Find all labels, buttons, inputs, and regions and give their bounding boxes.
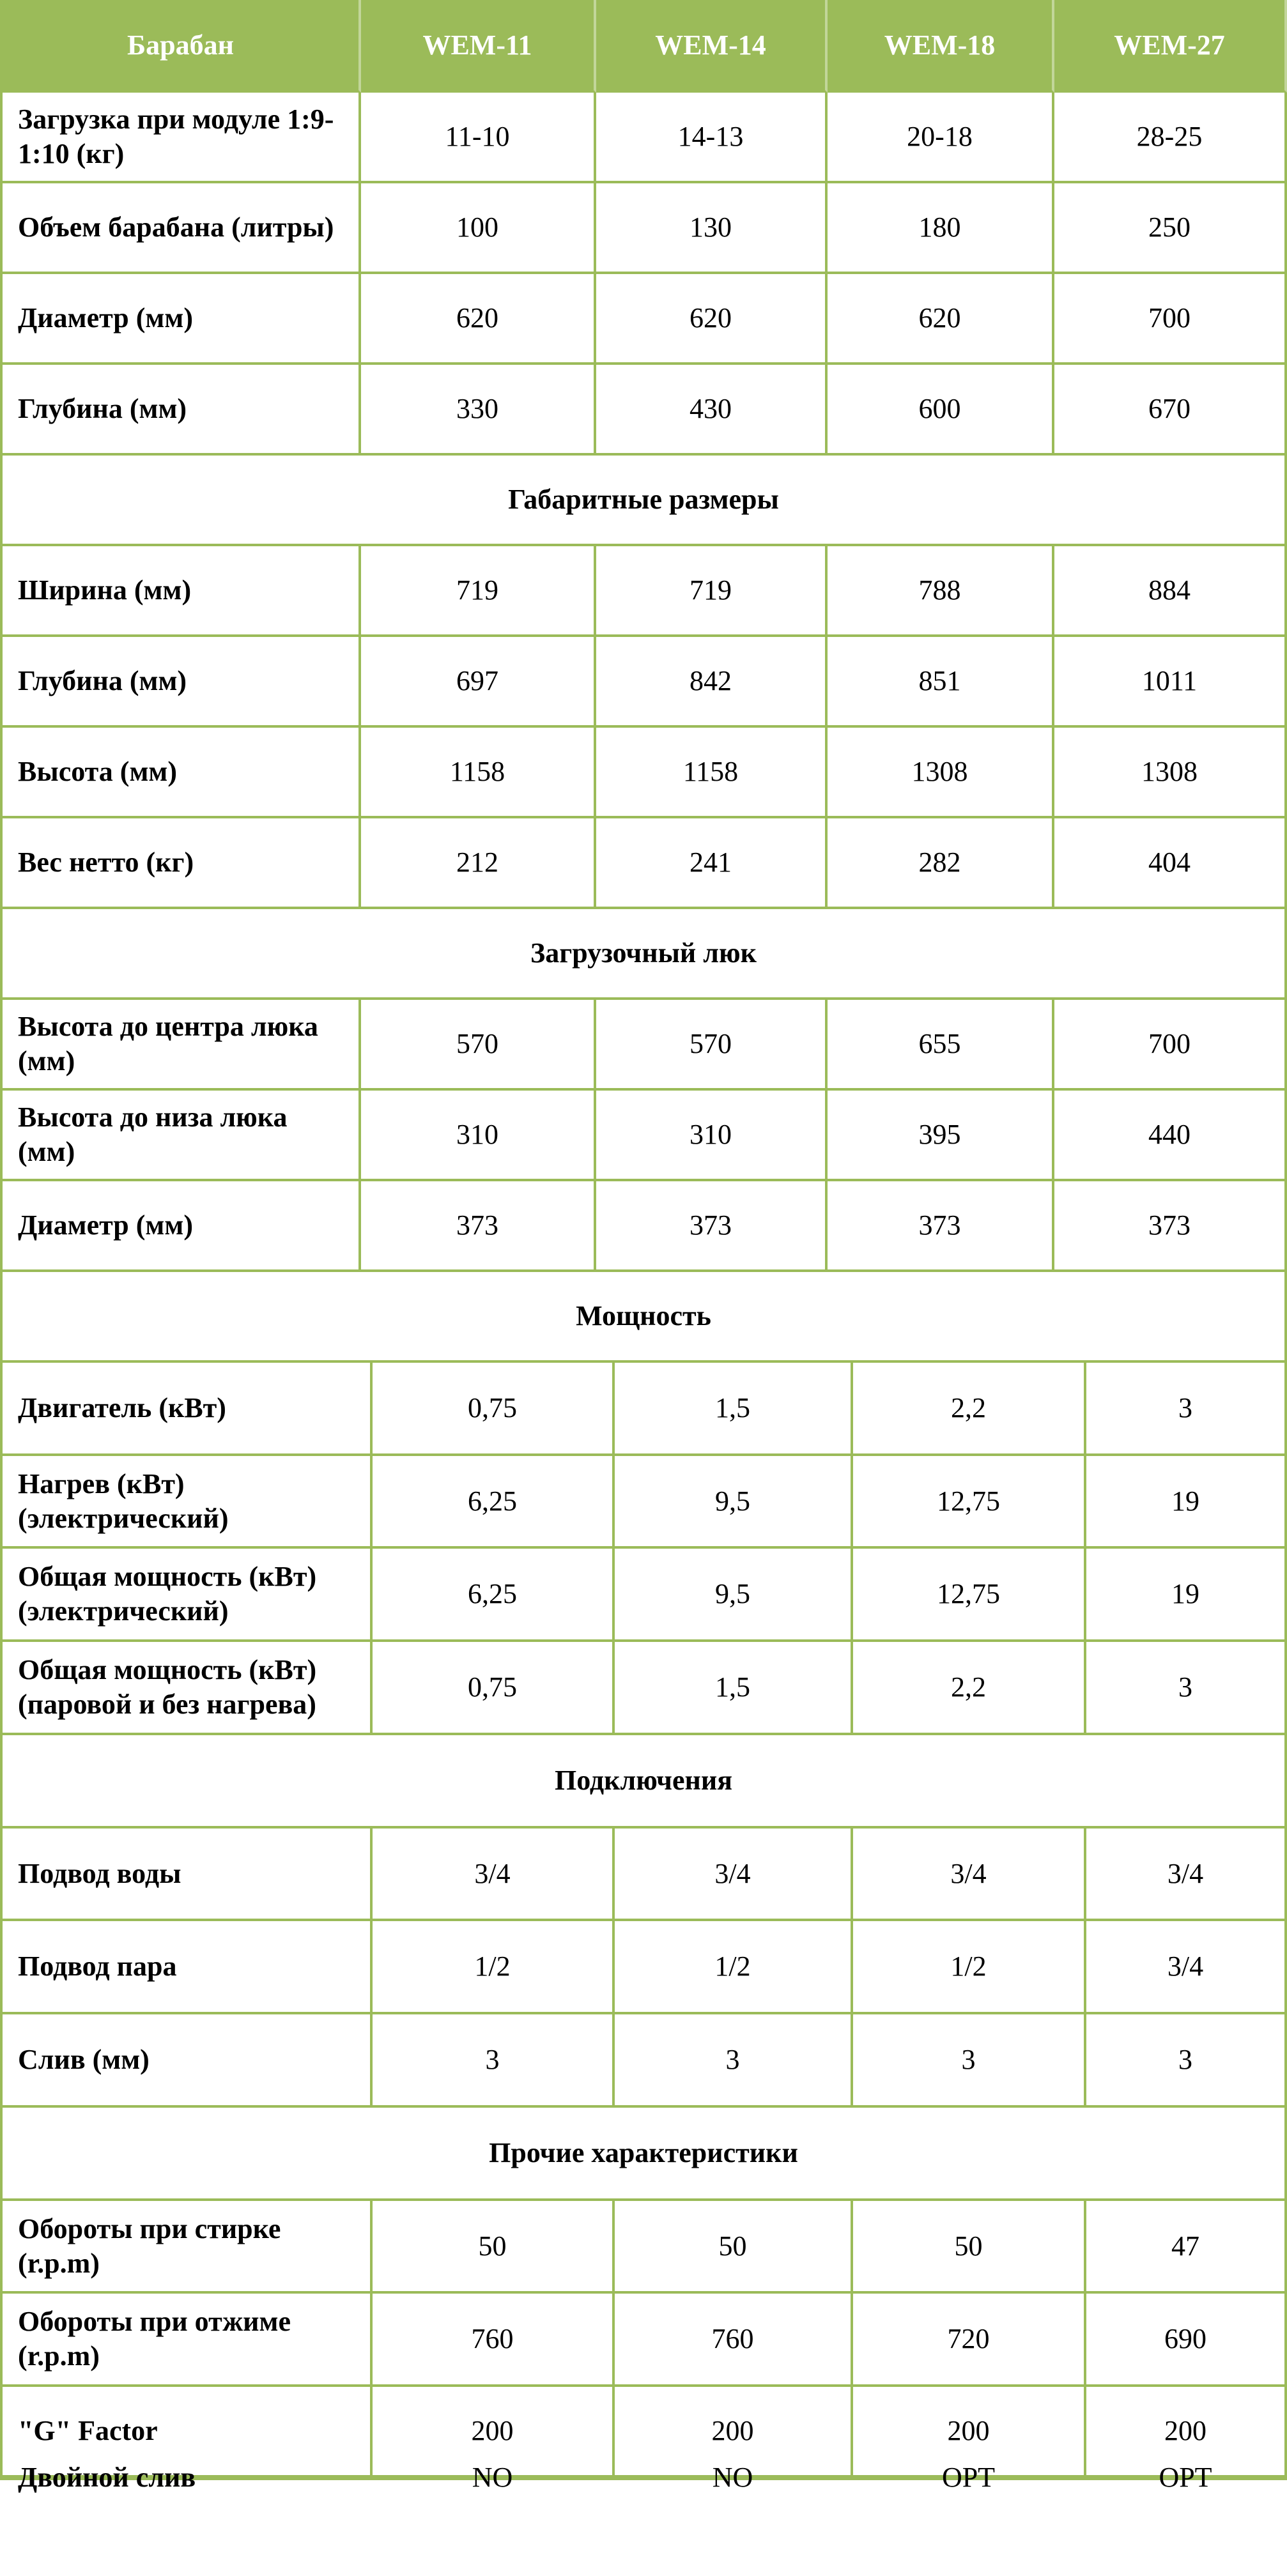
- table-header-row: [0, 0, 1287, 93]
- value-cell: 570: [361, 1000, 596, 1091]
- value-cell: 697: [361, 637, 596, 728]
- value-cell: 1011: [1054, 637, 1287, 728]
- table-row: [0, 1642, 1287, 1735]
- row-label: Слив (мм): [0, 2014, 373, 2108]
- value-cell: 50: [853, 2201, 1086, 2294]
- value-cell: 19: [1086, 1456, 1287, 1549]
- value-cell: 842: [596, 637, 828, 728]
- value-cell: 373: [361, 1181, 596, 1272]
- value-cell: 3/4: [853, 1828, 1086, 1921]
- section-title: Подключения: [0, 1735, 1287, 1828]
- row-label: "G" Factor: [0, 2387, 373, 2478]
- section-title: Габаритные размеры: [0, 456, 1287, 546]
- value-cell: 180: [828, 183, 1054, 274]
- header-cell-model: WEM-18: [828, 0, 1054, 93]
- value-cell: 310: [596, 1091, 828, 1181]
- row-label: Двигатель (кВт): [0, 1363, 373, 1456]
- value-cell: 200: [1086, 2387, 1287, 2478]
- value-cell: 851: [828, 637, 1054, 728]
- value-cell: 760: [615, 2294, 853, 2387]
- row-label: Ширина (мм): [0, 546, 361, 637]
- row-label: Подвод пара: [0, 1921, 373, 2014]
- row-label: Диаметр (мм): [0, 1181, 361, 1272]
- value-cell: 3: [1086, 1642, 1287, 1735]
- value-cell: 1/2: [853, 1921, 1086, 2014]
- row-label: Обороты при отжиме (r.p.m): [0, 2294, 373, 2387]
- value-cell: 1158: [361, 728, 596, 818]
- value-cell: 47: [1086, 2201, 1287, 2294]
- row-label: Общая мощность (кВт) (электрический): [0, 1549, 373, 1642]
- value-cell: 3: [373, 2014, 615, 2108]
- table-row: [0, 1363, 1287, 1456]
- value-cell: 12,75: [853, 1456, 1086, 1549]
- value-cell: 28-25: [1054, 93, 1287, 183]
- value-cell: 373: [828, 1181, 1054, 1272]
- table-row: [0, 1091, 1287, 1181]
- value-cell: 50: [373, 2201, 615, 2294]
- table-row: [0, 183, 1287, 274]
- value-cell: 6,25: [373, 1456, 615, 1549]
- value-cell: 3/4: [1086, 1828, 1287, 1921]
- header-cell-drum: Барабан: [0, 0, 361, 93]
- value-cell: 100: [361, 183, 596, 274]
- value-cell: 0,75: [373, 1363, 615, 1456]
- value-cell: 884: [1054, 546, 1287, 637]
- value-cell: 395: [828, 1091, 1054, 1181]
- row-label: Загрузка при модуле 1:9-1:10 (кг): [0, 93, 361, 183]
- value-cell: 3/4: [373, 1828, 615, 1921]
- table-row: [0, 2201, 1287, 2294]
- value-cell: 11-10: [361, 93, 596, 183]
- section-header-row: [0, 1272, 1287, 1363]
- section-header-row: [0, 909, 1287, 1000]
- table-row: [0, 274, 1287, 365]
- value-cell: 690: [1086, 2294, 1287, 2387]
- value-cell: 14-13: [596, 93, 828, 183]
- value-cell: 282: [828, 818, 1054, 909]
- value-cell: 373: [596, 1181, 828, 1272]
- table-row: [0, 1549, 1287, 1642]
- table-row: [0, 546, 1287, 637]
- section-header-row: [0, 456, 1287, 546]
- value-cell: 1308: [828, 728, 1054, 818]
- value-cell: 200: [615, 2387, 853, 2478]
- value-cell: 3: [1086, 2014, 1287, 2108]
- value-cell: 6,25: [373, 1549, 615, 1642]
- section-title: Мощность: [0, 1272, 1287, 1363]
- value-cell: 20-18: [828, 93, 1054, 183]
- value-cell: 12,75: [853, 1549, 1086, 1642]
- header-cell-model: WEM-27: [1054, 0, 1287, 93]
- value-cell: 130: [596, 183, 828, 274]
- section-header-row: [0, 1735, 1287, 1828]
- value-cell: 620: [361, 274, 596, 365]
- table-row: [0, 1828, 1287, 1921]
- row-label: Подвод воды: [0, 1828, 373, 1921]
- row-label: Общая мощность (кВт) (паровой и без нагрева): [0, 1642, 373, 1735]
- table-row: [0, 2014, 1287, 2108]
- row-label: Обороты при стирке (r.p.m): [0, 2201, 373, 2294]
- value-cell: 0,75: [373, 1642, 615, 1735]
- value-cell: 700: [1054, 1000, 1287, 1091]
- value-cell: 9,5: [615, 1549, 853, 1642]
- value-cell: 2,2: [853, 1642, 1086, 1735]
- table-row: [0, 2294, 1287, 2387]
- value-cell: 440: [1054, 1091, 1287, 1181]
- table-row: [0, 1921, 1287, 2014]
- value-cell: OPT: [853, 2478, 1086, 2480]
- table-row: [0, 728, 1287, 818]
- value-cell: 1,5: [615, 1363, 853, 1456]
- section-title: Загрузочный люк: [0, 909, 1287, 1000]
- value-cell: 670: [1054, 365, 1287, 456]
- table-row: [0, 1456, 1287, 1549]
- table-row: [0, 637, 1287, 728]
- value-cell: 241: [596, 818, 828, 909]
- value-cell: 3: [1086, 1363, 1287, 1456]
- row-label: Глубина (мм): [0, 365, 361, 456]
- value-cell: 600: [828, 365, 1054, 456]
- table-row: [0, 1000, 1287, 1091]
- value-cell: 404: [1054, 818, 1287, 909]
- value-cell: NO: [615, 2478, 853, 2480]
- value-cell: 719: [361, 546, 596, 637]
- value-cell: 620: [596, 274, 828, 365]
- value-cell: 1/2: [373, 1921, 615, 2014]
- section-header-row: [0, 2108, 1287, 2201]
- value-cell: 570: [596, 1000, 828, 1091]
- value-cell: 3/4: [615, 1828, 853, 1921]
- table-row: [0, 818, 1287, 909]
- value-cell: OPT: [1086, 2478, 1287, 2480]
- row-label: Высота до низа люка (мм): [0, 1091, 361, 1181]
- value-cell: 212: [361, 818, 596, 909]
- value-cell: 430: [596, 365, 828, 456]
- value-cell: 620: [828, 274, 1054, 365]
- value-cell: 1308: [1054, 728, 1287, 818]
- value-cell: 9,5: [615, 1456, 853, 1549]
- row-label: Высота до центра люка (мм): [0, 1000, 361, 1091]
- table-row: [0, 1181, 1287, 1272]
- value-cell: 330: [361, 365, 596, 456]
- value-cell: 3/4: [1086, 1921, 1287, 2014]
- table-row: [0, 93, 1287, 183]
- value-cell: 250: [1054, 183, 1287, 274]
- value-cell: 19: [1086, 1549, 1287, 1642]
- value-cell: 1,5: [615, 1642, 853, 1735]
- value-cell: 200: [853, 2387, 1086, 2478]
- row-label: Объем барабана (литры): [0, 183, 361, 274]
- header-cell-model: WEM-14: [596, 0, 828, 93]
- value-cell: 700: [1054, 274, 1287, 365]
- value-cell: 1/2: [615, 1921, 853, 2014]
- row-label: Глубина (мм): [0, 637, 361, 728]
- value-cell: 3: [615, 2014, 853, 2108]
- row-label: Нагрев (кВт) (электрический): [0, 1456, 373, 1549]
- value-cell: 3: [853, 2014, 1086, 2108]
- value-cell: 200: [373, 2387, 615, 2478]
- row-label: Диаметр (мм): [0, 274, 361, 365]
- value-cell: NO: [373, 2478, 615, 2480]
- value-cell: 373: [1054, 1181, 1287, 1272]
- value-cell: 50: [615, 2201, 853, 2294]
- value-cell: 719: [596, 546, 828, 637]
- value-cell: 1158: [596, 728, 828, 818]
- section-title: Прочие характеристики: [0, 2108, 1287, 2201]
- value-cell: 788: [828, 546, 1054, 637]
- header-cell-model: WEM-11: [361, 0, 596, 93]
- row-label: Двойной слив: [0, 2478, 373, 2480]
- value-cell: 760: [373, 2294, 615, 2387]
- row-label: Вес нетто (кг): [0, 818, 361, 909]
- value-cell: 2,2: [853, 1363, 1086, 1456]
- row-label: Высота (мм): [0, 728, 361, 818]
- value-cell: 655: [828, 1000, 1054, 1091]
- table-row: [0, 365, 1287, 456]
- value-cell: 720: [853, 2294, 1086, 2387]
- value-cell: 310: [361, 1091, 596, 1181]
